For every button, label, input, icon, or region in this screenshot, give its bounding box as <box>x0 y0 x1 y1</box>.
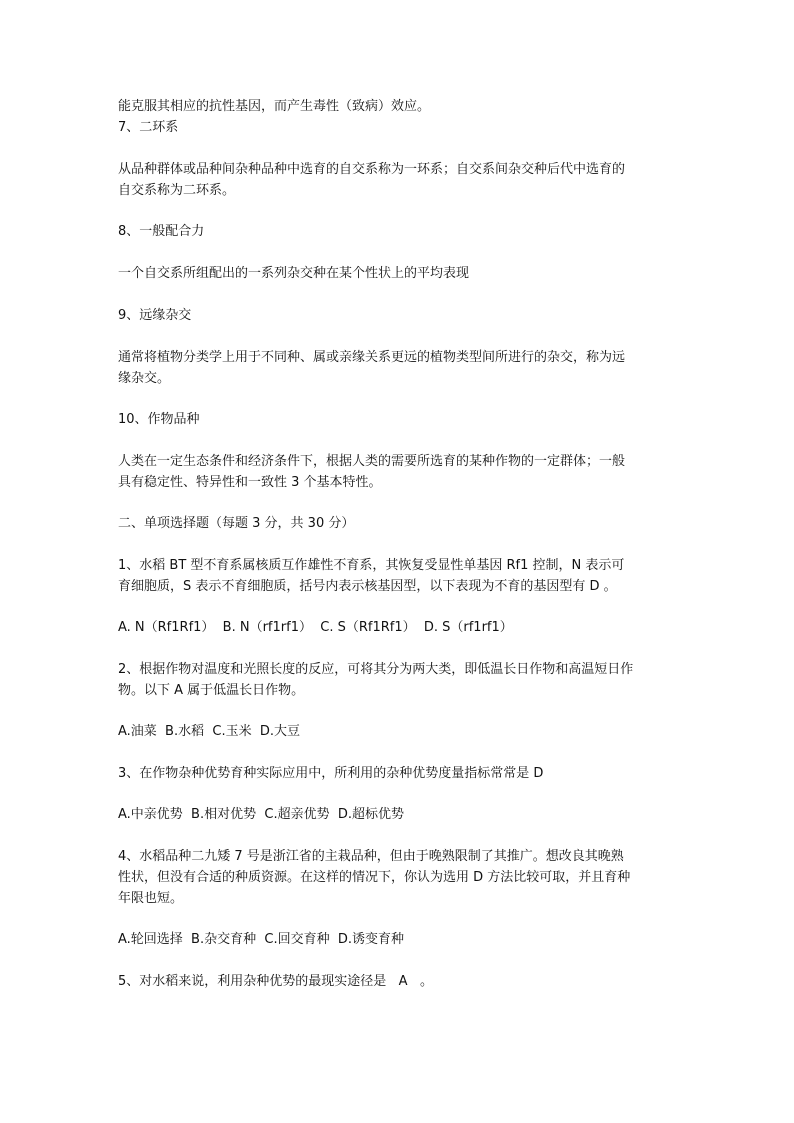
answer-options: A. N（Rf1Rf1） B. N（rf1rf1） C. S（Rf1Rf1） D. S（rf1rf1） <box>118 620 513 635</box>
question-text: 4、水稻品种二九矮 7 号是浙江省的主栽品种，但由于晚熟限制了其推广。想改良其晚熟 <box>118 849 624 864</box>
text-line: 通常将植物分类学上用于不同种、属或亲缘关系更远的植物类型间所进行的杂交，称为远 <box>118 350 626 365</box>
text-line: 自交系称为二环系。 <box>118 183 236 198</box>
question-text: 年限也短。 <box>118 891 184 906</box>
section-heading: 二、单项选择题（每题 3 分，共 30 分） <box>118 516 355 531</box>
question-text: 3、在作物杂种优势育种实际应用中，所利用的杂种优势度量指标常常是 D <box>118 766 544 781</box>
text-line: 缘杂交。 <box>118 371 171 386</box>
text-line: 具有稳定性、特异性和一致性 3 个基本特性。 <box>118 475 382 490</box>
term-heading: 10、作物品种 <box>118 412 200 427</box>
question-text: 育细胞质，S 表示不育细胞质，括号内表示核基因型，以下表现为不育的基因型有 D 。 <box>118 579 617 594</box>
answer-options: A.中亲优势 B.相对优势 C.超亲优势 D.超标优势 <box>118 807 404 822</box>
term-heading: 8、一般配合力 <box>118 224 205 239</box>
answer-options: A.油菜 B.水稻 C.玉米 D.大豆 <box>118 724 300 739</box>
term-heading: 9、远缘杂交 <box>118 308 192 323</box>
answer-options: A.轮回选择 B.杂交育种 C.回交育种 D.诱变育种 <box>118 932 404 947</box>
question-text: 2、根据作物对温度和光照长度的反应，可将其分为两大类，即低温长日作物和高温短日作 <box>118 662 634 677</box>
text-line: 一个自交系所组配出的一系列杂交种在某个性状上的平均表现 <box>118 266 470 281</box>
text-line: 人类在一定生态条件和经济条件下，根据人类的需要所选育的某种作物的一定群体；一般 <box>118 454 626 469</box>
text-line: 从品种群体或品种间杂种品种中选育的自交系称为一环系；自交系间杂交种后代中选育的 <box>118 162 626 177</box>
question-text: 1、水稻 BT 型不育系属核质互作雄性不育系，其恢复受显性单基因 Rf1 控制，N 表示可 <box>118 558 625 573</box>
question-text: 性状，但没有合适的种质资源。在这样的情况下，你认为选用 D 方法比较可取，并且育种 <box>118 870 631 885</box>
text-line: 能克服其相应的抗性基因，而产生毒性（致病）效应。 <box>118 99 431 114</box>
term-heading: 7、二环系 <box>118 120 179 135</box>
question-text: 物。以下 A 属于低温长日作物。 <box>118 683 305 698</box>
question-text: 5、对水稻来说，利用杂种优势的最现实途径是 A 。 <box>118 974 433 989</box>
